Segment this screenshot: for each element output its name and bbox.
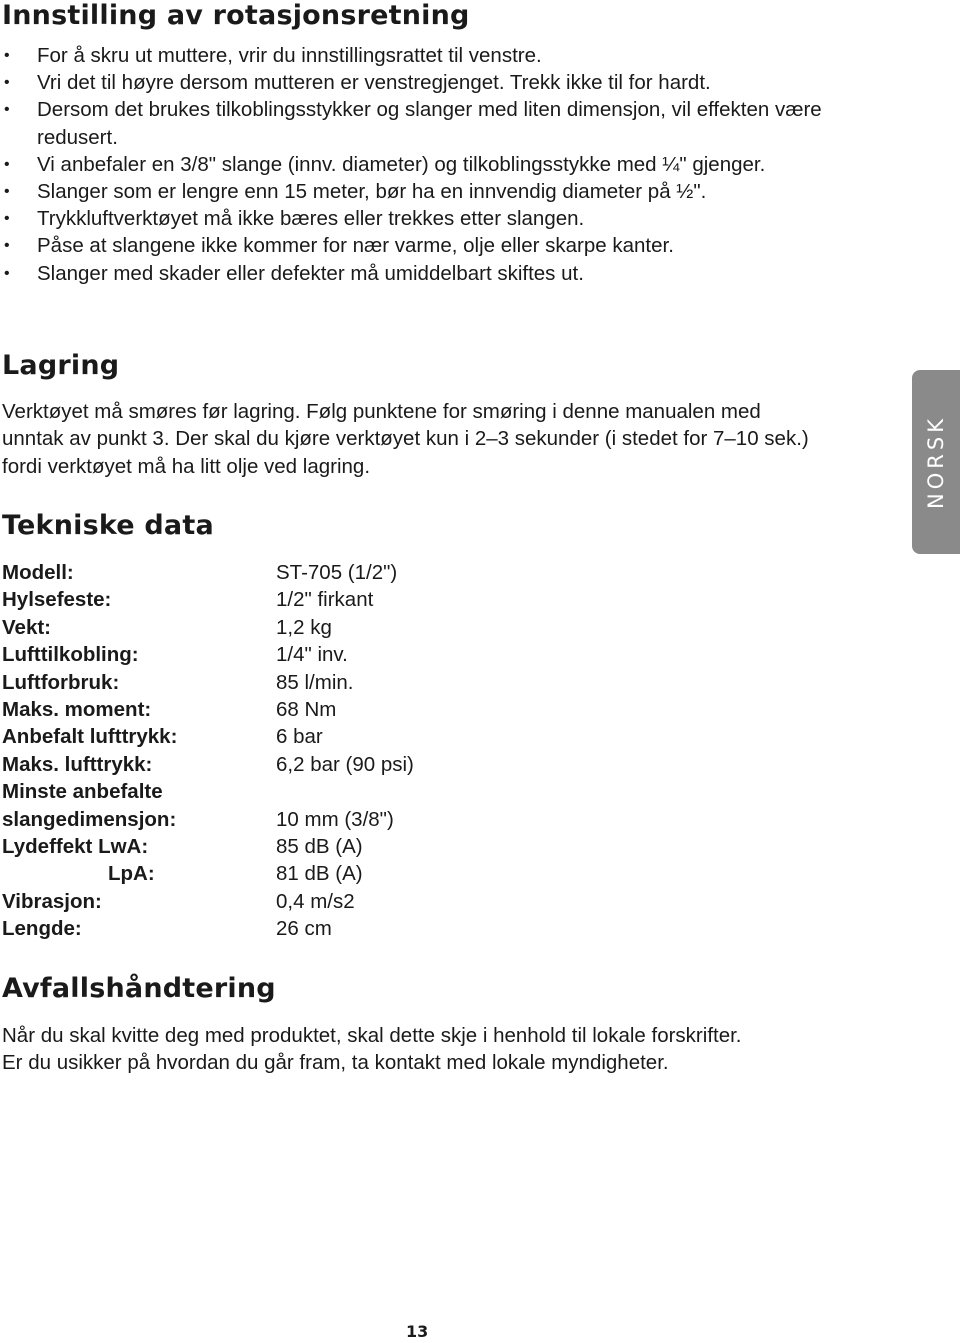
spec-row [2,833,602,860]
bullet-text: Trykkluftverktøyet må ikke bæres eller trekkes etter slangen. [37,207,585,231]
bullet-text: Påse at slangene ikke kommer for nær varme, olje eller skarpe kanter. [37,234,674,258]
spec-row [2,915,602,942]
spec-label: Hylsefeste: [2,588,112,612]
spec-row [2,641,602,668]
bullet-dot-icon: • [4,47,10,64]
spec-label: Lufttilkobling: [2,643,139,667]
bullet-dot-icon: • [4,210,10,228]
spec-label: Minste anbefalte [2,780,163,804]
bullet-item [0,151,847,178]
spec-label: Maks. lufttrykk: [2,752,153,776]
spec-value: 85 l/min. [276,670,354,694]
spec-value: 26 cm [276,917,332,941]
bullet-dot-icon: • [4,264,10,282]
rotation-bullet-list [0,42,860,287]
heading-storage: Lagring [2,350,120,381]
spec-value: 81 dB (A) [276,862,363,886]
bullet-dot-icon: • [4,183,10,201]
spec-row [2,559,602,586]
disposal-paragraph [2,1022,862,1077]
spec-value: 1,2 kg [276,615,332,639]
spec-row [2,860,602,887]
disposal-line-2: Er du usikker på hvordan du går fram, ta kontakt med lokale myndigheter. [2,1051,669,1075]
spec-row [2,669,602,696]
heading-rotation: Innstilling av rotasjonsretning [2,0,470,31]
spec-value: 1/4" inv. [276,643,348,667]
spec-value: 10 mm (3/8") [276,807,394,831]
spec-label: Maks. moment: [2,697,152,721]
spec-label: Luftforbruk: [2,670,120,694]
bullet-text: Dersom det brukes tilkoblingsstykker og slanger med liten dimensjon, vil effekten være redusert. [37,98,822,149]
tech-specs-table [2,559,602,942]
spec-label: Anbefalt lufttrykk: [2,725,178,749]
spec-value: 6,2 bar (90 psi) [276,752,414,776]
spec-row [2,614,602,641]
spec-value: 6 bar [276,725,323,749]
bullet-item [0,69,860,96]
spec-value: ST-705 (1/2") [276,561,398,584]
spec-value: 68 Nm [276,697,337,721]
spec-label: Lydeffekt LwA: [2,834,149,858]
spec-row [2,778,602,805]
language-tab-label: NORSK [924,415,948,509]
spec-row [2,586,602,613]
bullet-text: Vi anbefaler en 3/8" slange (innv. diameter) og tilkoblingsstykke med ¼" gjenger. [37,152,766,176]
heading-disposal: Avfallshåndtering [2,973,276,1004]
spec-label: Modell: [2,561,74,584]
spec-row [2,696,602,723]
spec-label: Vibrasjon: [2,889,102,913]
spec-label: LpA: [108,862,155,886]
spec-value: 85 dB (A) [276,834,363,858]
spec-row [2,806,602,833]
bullet-text: Slanger med skader eller defekter må umiddelbart skiftes ut. [37,261,584,285]
bullet-item [0,232,860,259]
spec-row [2,751,602,778]
language-side-tab [912,370,960,554]
bullet-dot-icon: • [4,74,10,92]
page-number: 13 [406,1322,429,1341]
spec-label: slangedimensjon: [2,807,177,831]
bullet-text: For å skru ut muttere, vrir du innstillingsrattet til venstre. [37,44,542,67]
spec-label: Vekt: [2,615,51,639]
heading-tech-data: Tekniske data [2,510,214,541]
bullet-dot-icon: • [4,101,10,119]
bullet-item [0,178,860,205]
spec-label: Lengde: [2,917,82,941]
disposal-line-1: Når du skal kvitte deg med produktet, skal dette skje i henhold til lokale forskrifter. [2,1024,742,1047]
bullet-item [0,96,847,150]
bullet-item [0,205,860,232]
spec-row [2,888,602,915]
bullet-item [0,42,860,69]
bullet-text: Slanger som er lengre enn 15 meter, bør ha en innvendig diameter på ½". [37,180,707,204]
bullet-text: Vri det til høyre dersom mutteren er venstregjenget. Trekk ikke til for hardt. [37,71,711,95]
bullet-dot-icon: • [4,237,10,255]
bullet-dot-icon: • [4,155,10,173]
storage-paragraph: Verktøyet må smøres før lagring. Følg punktene for smøring i denne manualen med unntak av punkt 3. Der skal du kjøre verktøyet kun i 2–3 sekunder (i stedet for 7–10 sek.) fordi verktøyet må ha litt olje ved lagring. [2,400,809,478]
spec-row [2,723,602,750]
spec-value: 1/2" firkant [276,588,374,612]
spec-value: 0,4 m/s2 [276,889,355,913]
bullet-item [0,260,860,287]
